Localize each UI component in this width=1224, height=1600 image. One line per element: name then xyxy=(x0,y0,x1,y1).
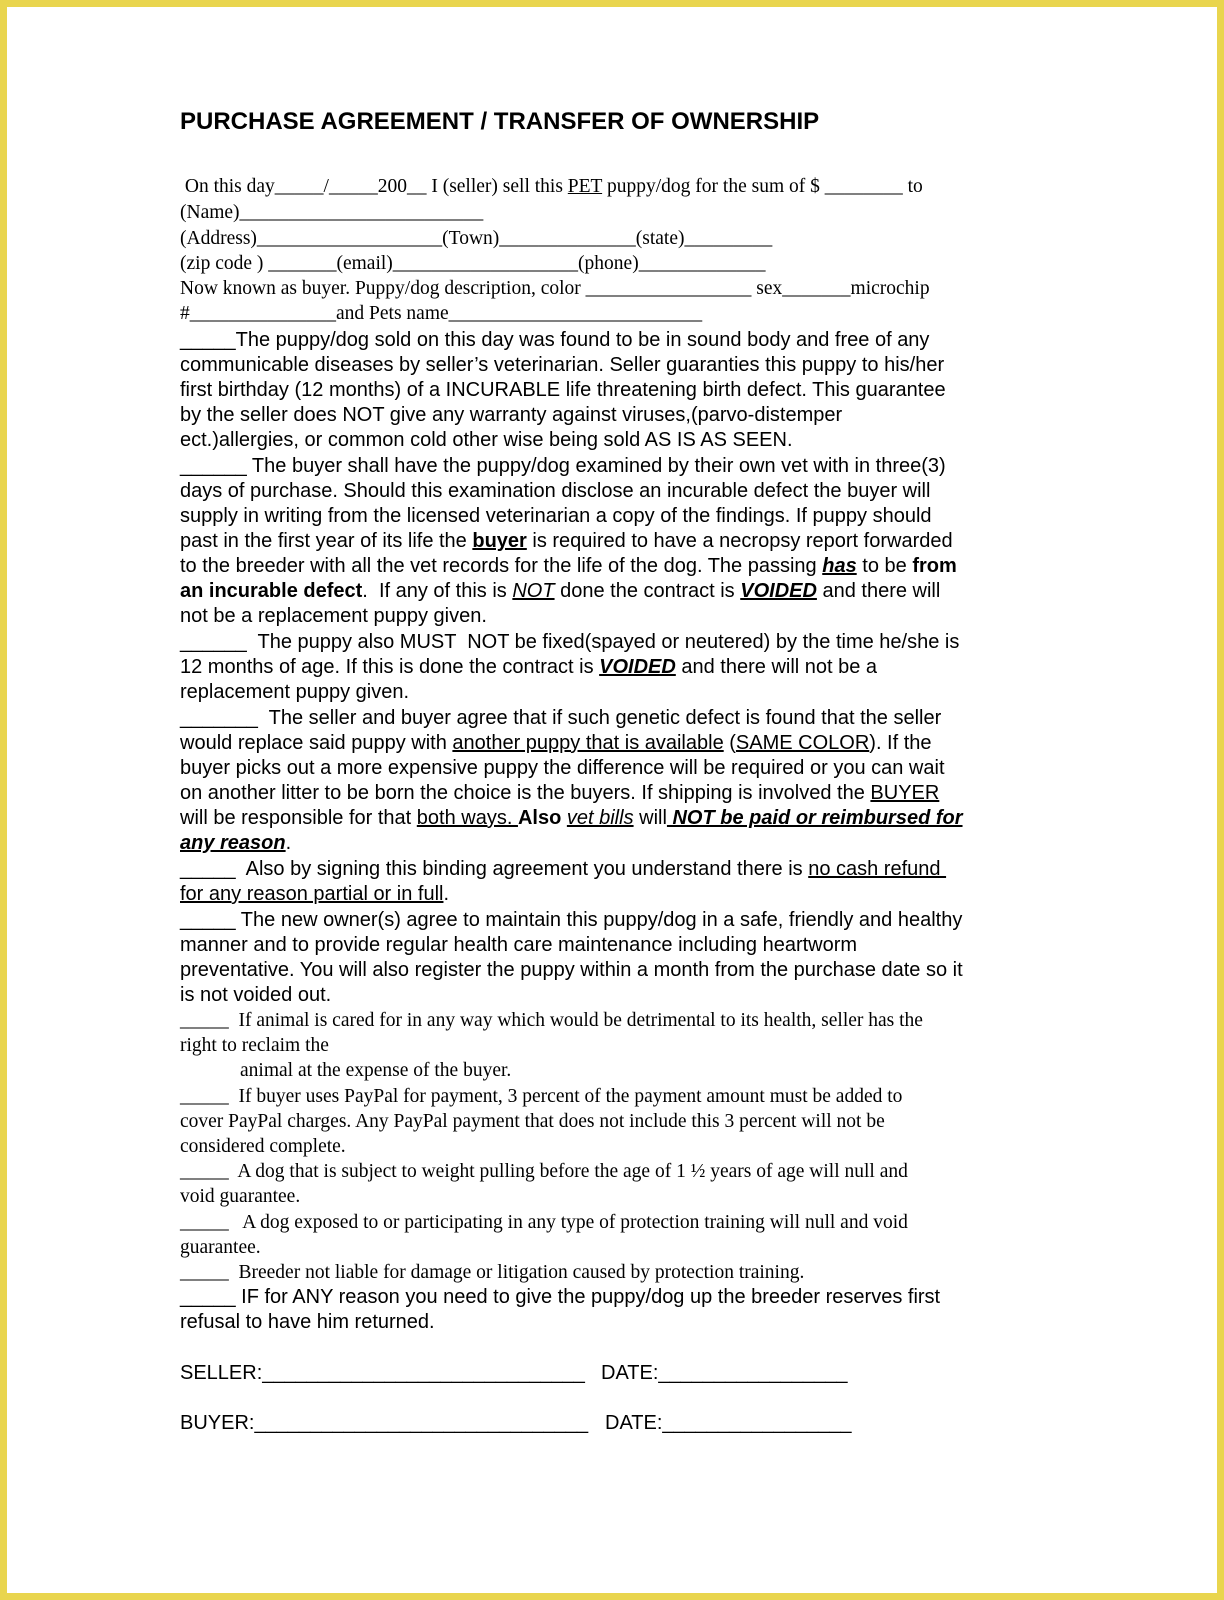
text-line: to the breeder with all the vet records for the life of the dog. The passing has to be from xyxy=(180,555,957,577)
description-line: Now known as buyer. Puppy/dog description, color _________________ sex_______microchip xyxy=(180,278,930,299)
text-line: is not voided out. xyxy=(180,984,332,1006)
address-line: (Address)___________________(Town)______________(state)_________ xyxy=(180,228,773,249)
microchip-name-line: #_______________and Pets name__________________________ xyxy=(180,303,703,324)
text-line: days of purchase. Should this examination disclose an incurable defect the buyer will xyxy=(180,480,931,502)
text-line: _____ IF for ANY reason you need to give the puppy/dog up the breeder reserves first xyxy=(180,1286,941,1308)
date-price-line: On this day_____/_____200__ I (seller) sell this PET puppy/dog for the sum of $ ________ to xyxy=(180,176,923,197)
text-line: _____ Also by signing this binding agreement you understand there is no cash refund xyxy=(180,858,947,880)
text-line: on another litter to be born the choice is the buyers. If shipping is involved the BUYER xyxy=(180,782,940,804)
document-title: PURCHASE AGREEMENT / TRANSFER OF OWNERSHIP xyxy=(180,108,820,135)
text-line: animal at the expense of the buyer. xyxy=(240,1060,512,1081)
text-line: refusal to have him returned. xyxy=(180,1311,435,1333)
seller-date-field[interactable]: DATE:_________________ xyxy=(601,1362,848,1384)
text-line: by the seller does NOT give any warranty against viruses,(parvo-distemper xyxy=(180,404,843,426)
text-line: _______ The seller and buyer agree that if such genetic defect is found that the seller xyxy=(180,707,942,729)
text-line: will be responsible for that both ways. Also vet bills will NOT be paid or reimbursed for xyxy=(180,807,963,829)
text-line: _____ Breeder not liable for damage or litigation caused by protection training. xyxy=(180,1262,805,1283)
text-line: an incurable defect. If any of this is NOT done the contract is VOIDED and there will xyxy=(180,580,941,602)
text-line: ect.)allergies, or common cold other wise being sold AS IS AS SEEN. xyxy=(180,429,793,451)
text-line: not be a replacement puppy given. xyxy=(180,605,487,627)
buyer-signature-field[interactable]: BUYER:______________________________ xyxy=(180,1412,589,1434)
text-line: _____ If buyer uses PayPal for payment, 3 percent of the payment amount must be added to xyxy=(180,1086,903,1107)
text-line: 12 months of age. If this is done the contract is VOIDED and there will not be a xyxy=(180,656,878,678)
text-line: ______ The puppy also MUST NOT be fixed(spayed or neutered) by the time he/she is xyxy=(180,631,960,653)
text-line: void guarantee. xyxy=(180,1186,301,1207)
text-line: _____ A dog exposed to or participating in any type of protection training will null and void xyxy=(180,1212,908,1233)
text-line: first birthday (12 months) of a INCURABLE life threatening birth defect. This guarantee xyxy=(180,379,946,401)
text-line: replacement puppy given. xyxy=(180,681,410,703)
text-line: communicable diseases by seller’s veterinarian. Seller guaranties this puppy to his/her xyxy=(180,354,945,376)
name-line: (Name)_________________________ xyxy=(180,202,484,223)
buyer-date-field[interactable]: DATE:_________________ xyxy=(605,1412,852,1434)
seller-signature-field[interactable]: SELLER:_____________________________ xyxy=(180,1362,585,1384)
text-line: would replace said puppy with another puppy that is available (SAME COLOR). If the xyxy=(180,732,932,754)
text-line: manner and to provide regular health care maintenance including heartworm xyxy=(180,934,858,956)
text-line: cover PayPal charges. Any PayPal payment that does not include this 3 percent will not be xyxy=(180,1111,885,1132)
text-line: _____ If animal is cared for in any way which would be detrimental to its health, seller has the xyxy=(180,1010,923,1031)
text-line: supply in writing from the licensed veterinarian a copy of the findings. If puppy should xyxy=(180,505,932,527)
text-line: past in the first year of its life the buyer is required to have a necropsy report forwarded xyxy=(180,530,953,552)
text-line: any reason. xyxy=(180,832,292,854)
text-line: guarantee. xyxy=(180,1237,261,1258)
text-line: _____ The new owner(s) agree to maintain this puppy/dog in a safe, friendly and healthy xyxy=(180,909,963,931)
text-line: for any reason partial or in full. xyxy=(180,883,450,905)
text-line: _____The puppy/dog sold on this day was found to be in sound body and free of any xyxy=(180,329,930,351)
text-line: preventative. You will also register the puppy within a month from the purchase date so it xyxy=(180,959,963,981)
text-line: right to reclaim the xyxy=(180,1035,329,1056)
text-line: buyer picks out a more expensive puppy the difference will be required or you can wait xyxy=(180,757,945,779)
text-line: ______ The buyer shall have the puppy/dog examined by their own vet with in three(3) xyxy=(180,455,946,477)
text-line: considered complete. xyxy=(180,1136,346,1157)
text-line: _____ A dog that is subject to weight pulling before the age of 1 ½ years of age will null and xyxy=(180,1161,908,1182)
zip-email-phone-line: (zip code ) _______(email)___________________(phone)_____________ xyxy=(180,253,766,274)
